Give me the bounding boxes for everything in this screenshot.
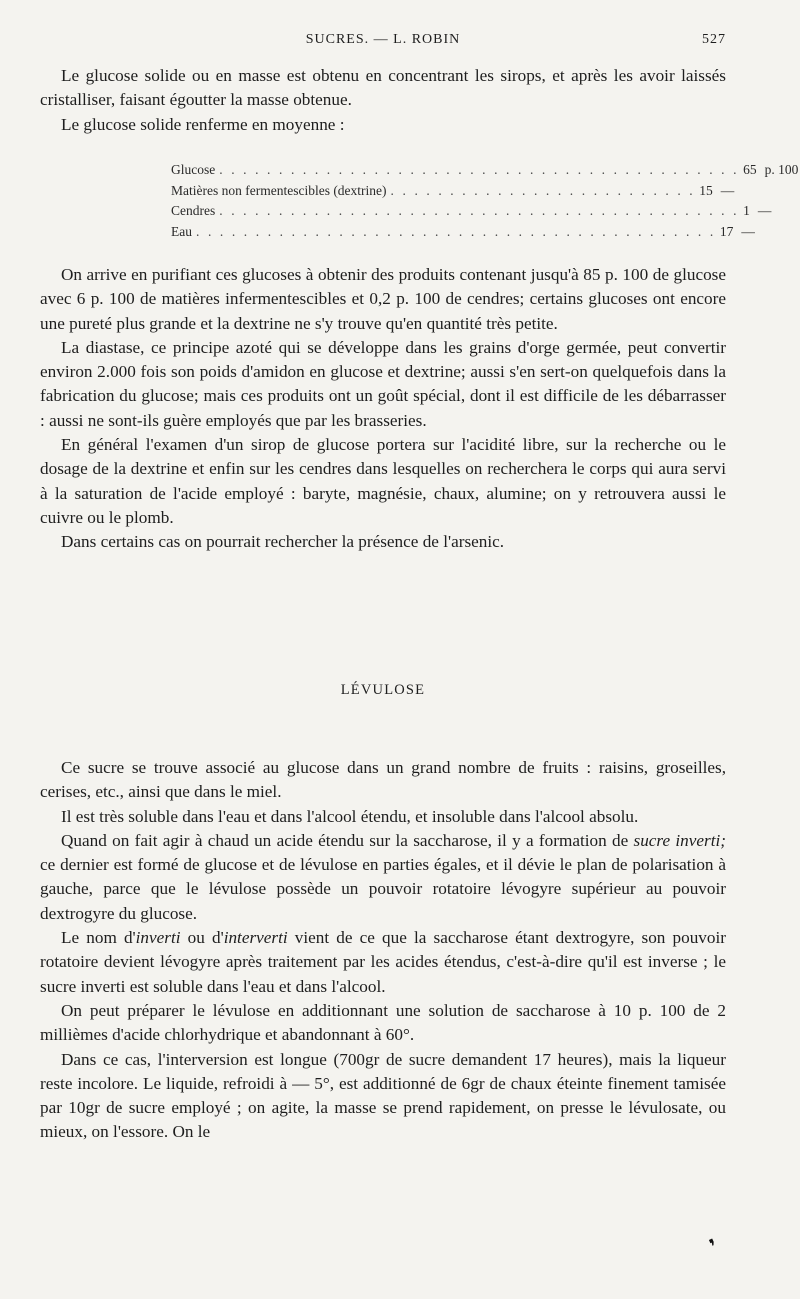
component-unit: — [720,182,735,198]
glucose-body [40,263,726,555]
component-value: 15 [699,182,713,198]
paragraph: On arrive en purifiant ces glucoses à obtenir des produits contenant jusqu'à 85 p. 100 de glucose avec 6 p. 100 de matières infermentescibles et 0,2 p. 100 de cendres; certains glucoses ont encore une pureté plus grande et la dextrine ne s'y trouve qu'en quantité très petite. [40,265,726,333]
component-name: Eau [171,223,192,239]
composition-row: Cendres . . . . . . . . . . . . . . . . . . . . . . . . . . . . . . . . . . . . . . . . . . . . 1 — [171,201,601,222]
component-unit: — [757,203,772,218]
ink-mark: ❜ [706,1235,723,1259]
section-title: LÉVULOSE [340,682,426,698]
component-name: Matières non fermentescibles (dextrine) [171,182,387,198]
composition-table [171,160,799,242]
italic-term: sucre inverti; [633,830,726,850]
paragraph: Le glucose solide renferme en moyenne : [61,114,345,134]
component-unit: p. 100 [764,162,799,177]
component-unit: — [741,223,755,239]
running-header [40,32,726,54]
composition-row: Eau . . . . . . . . . . . . . . . . . . . . . . . . . . . . . . . . . . . . . . . . . . . . 17 — [171,222,601,243]
levulose-body [40,756,726,1145]
italic-term: inverti [135,928,181,948]
paragraph: Ce sucre se trouve associé au glucose dans un grand nombre de fruits : raisins, groseilles, cerises, etc., ainsi que dans le miel. [40,758,726,802]
paragraph: La diastase, ce principe azoté qui se développe dans les grains d'orge germée, peut convertir environ 2.000 fois son poids d'amidon en glucose et dextrine; aussi s'en sert-on quelquefois dans la fabrication du glucose; mais ces produits ont un goût spécial, dont il est difficile de les débarrasser : aussi ne sont-ils guère employés que par les brasseries. [40,337,726,430]
intro-block [40,64,726,137]
component-value: 17 [719,223,734,239]
component-name: Glucose [171,162,216,177]
composition-row: Matières non fermentescibles (dextrine) . . . . . . . . . . . . . . . . . . . . . . . . . . 15 — [171,181,601,202]
component-value: 65 [743,162,757,177]
page-number: 527 [702,32,726,47]
component-value: 1 [743,203,750,218]
running-title: SUCRES. — L. ROBIN [305,32,461,47]
paragraph: Dans ce cas, l'interversion est longue (700gr de sucre demandent 17 heures), mais la liqueur reste incolore. Le liquide, refroidi à — 5°, est additionné de 6gr de chaux éteinte finement tamisée par 10gr de sucre employé ; on agite, la masse se prend rapidement, on presse le lévulosate, ou mieux, on l'essore. On le [40,1049,726,1142]
paragraph: En général l'examen d'un sirop de glucose portera sur l'acidité libre, sur la recherche ou le dosage de la dextrine et enfin sur les cendres dans lesquelles on recherchera le corps qui aura servi à la saturation de l'acide employé : baryte, magnésie, chaux, alumine; on y retrouvera aussi le cuivre ou le plomb. [40,435,726,527]
paragraph: Quand on fait agir à chaud un acide étendu sur la saccharose, il y a formation de sucre inverti; ce dernier est formé de glucose et de lévulose en parties égales, et il dévie le plan de polarisation à gauche, parce que le lévulose possède un pouvoir rotatoire lévogyre supérieur au pouvoir dextrogyre du glucose. [40,830,726,923]
paragraph: Dans certains cas on pourrait rechercher la présence de l'arsenic. [61,532,505,552]
paragraph: On peut préparer le lévulose en additionnant une solution de saccharose à 10 p. 100 de 2 millièmes d'acide chlorhydrique et abandonnant à 60°. [40,1000,726,1045]
composition-row: Glucose . . . . . . . . . . . . . . . . . . . . . . . . . . . . . . . . . . . . . . . . . . . . 65 p. 100 [171,160,601,181]
paragraph: Il est très soluble dans l'eau et dans l'alcool étendu, et insoluble dans l'alcool absolu. [61,806,639,826]
italic-term: interverti [223,928,288,948]
component-name: Cendres [171,203,216,218]
paragraph: Le glucose solide ou en masse est obtenu en concentrant les sirops, et après les avoir laissés cristalliser, faisant égoutter la masse obtenue. [40,66,726,110]
paragraph: Le nom d'inverti ou d'interverti vient de ce que la saccharose étant dextrogyre, son pouvoir rotatoire devient lévogyre après traitement par les acides étendus, c'est-à-dire qu'il est inverse ; le sucre inverti est soluble dans l'eau et dans l'alcool. [40,928,726,996]
